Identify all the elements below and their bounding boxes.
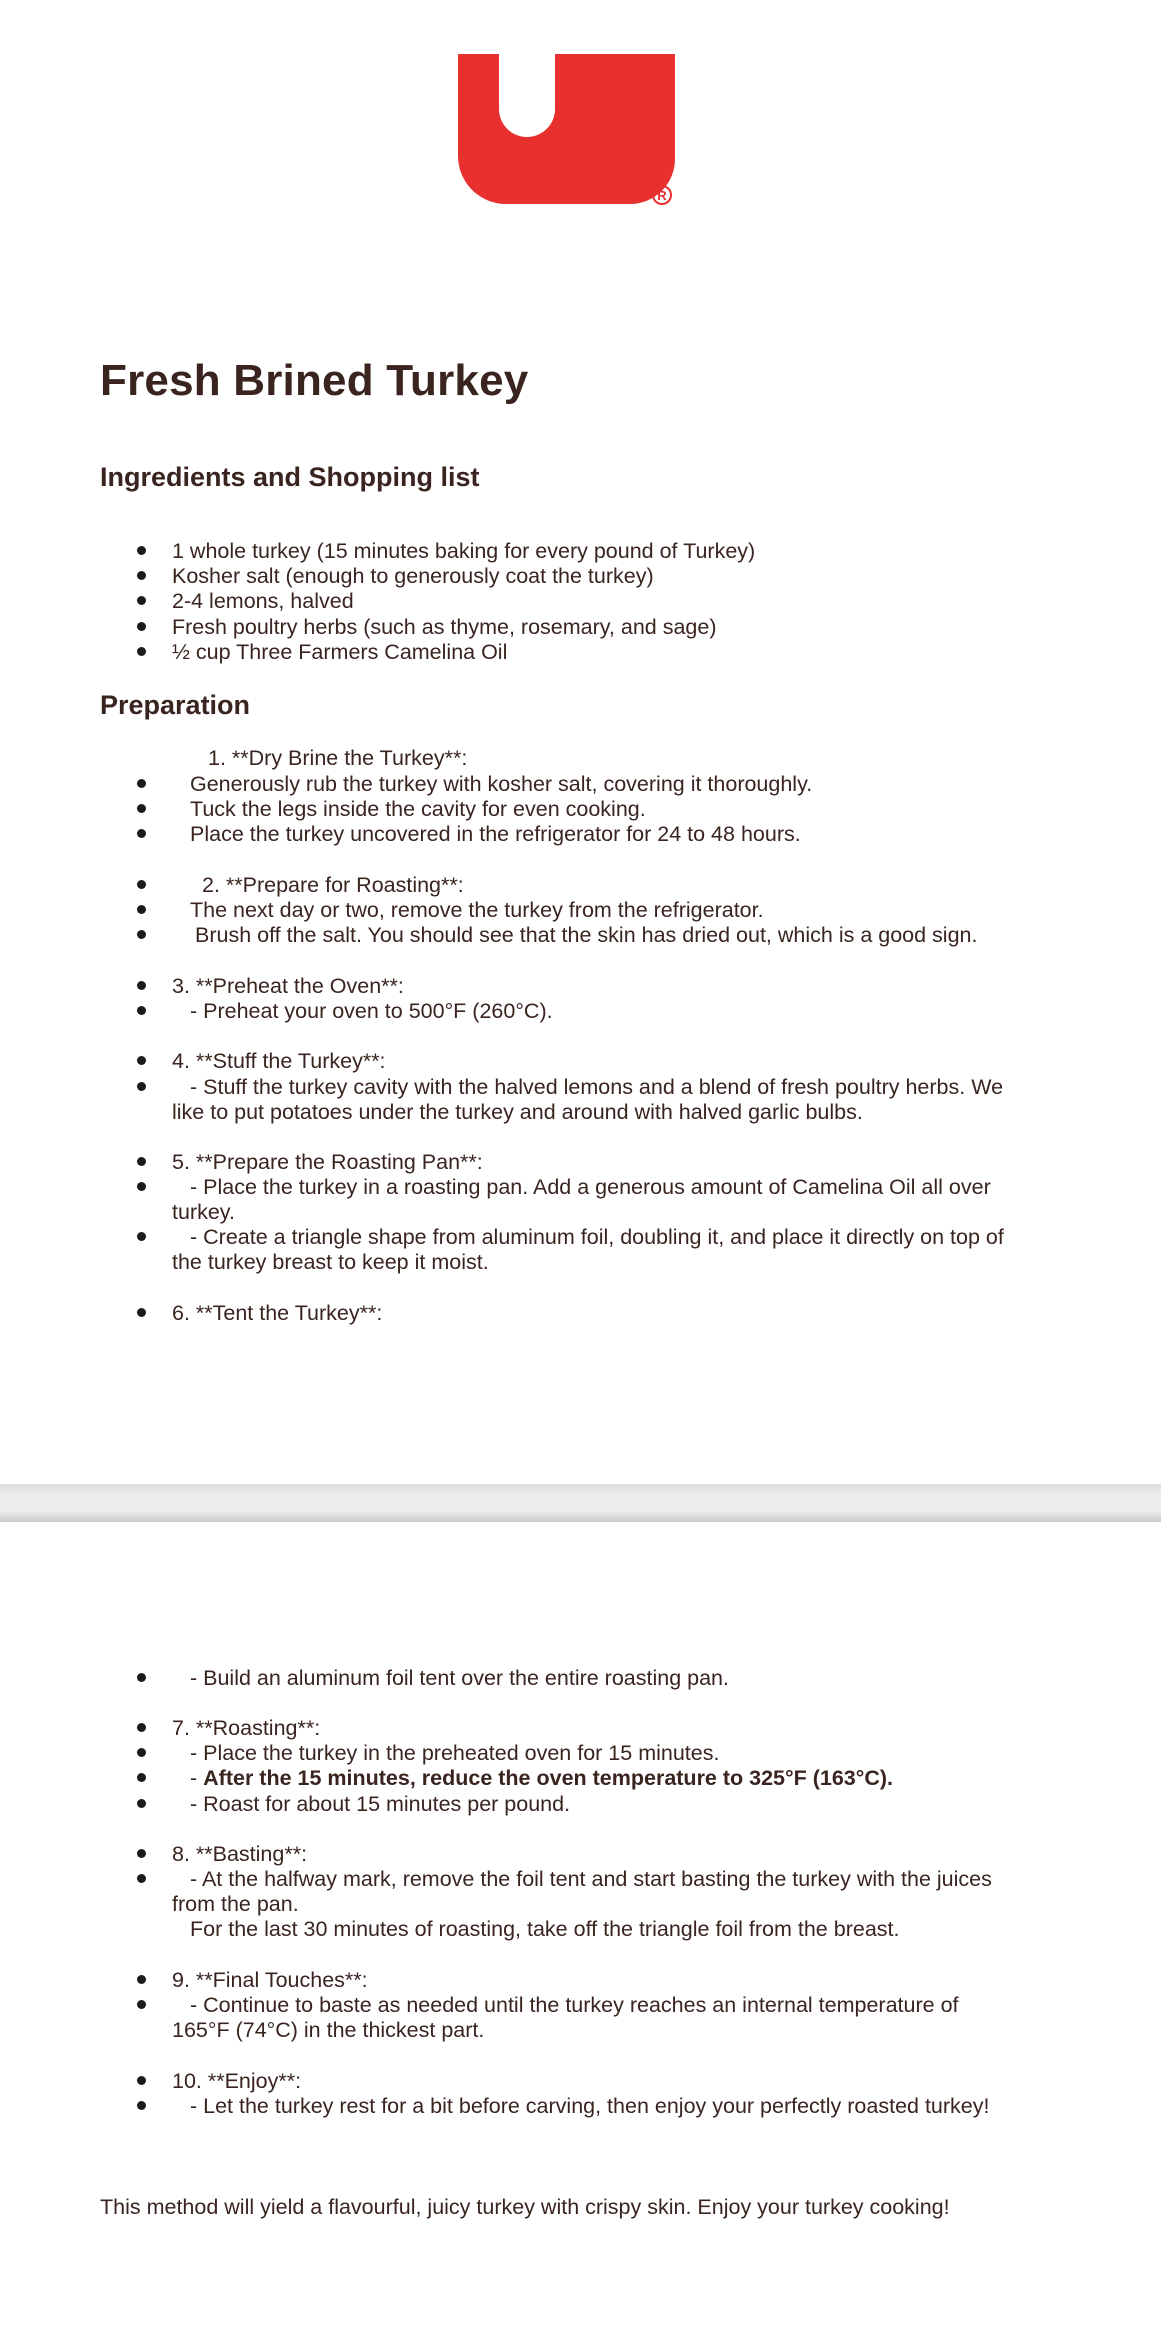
bullet xyxy=(137,546,146,555)
step-heading: 3. **Preheat the Oven**: xyxy=(172,974,404,998)
step-heading: 7. **Roasting**: xyxy=(172,1716,321,1740)
ingredient-item: ½ cup Three Farmers Camelina Oil xyxy=(172,640,508,664)
closing-note: This method will yield a flavourful, juicy turkey with crispy skin. Enjoy your turkey cooking! xyxy=(100,2195,950,2219)
ingredient-item: 1 whole turkey (15 minutes baking for every pound of Turkey) xyxy=(172,539,756,563)
bullet xyxy=(137,981,146,990)
bullet xyxy=(137,1006,146,1015)
step-heading: 2. **Prepare for Roasting**: xyxy=(202,873,464,897)
ingredient-item: 2-4 lemons, halved xyxy=(172,589,354,613)
bullet xyxy=(137,880,146,889)
bullet xyxy=(137,647,146,656)
step-heading: 5. **Prepare the Roasting Pan**: xyxy=(172,1150,483,1174)
bullet xyxy=(137,1182,146,1191)
ingredient-item: Fresh poultry herbs (such as thyme, rosemary, and sage) xyxy=(172,615,717,639)
bullet xyxy=(137,1748,146,1757)
step-item: The next day or two, remove the turkey from the refrigerator. xyxy=(190,898,764,922)
dash: - xyxy=(190,1766,204,1790)
bullet xyxy=(137,2000,146,2009)
step-heading: 6. **Tent the Turkey**: xyxy=(172,1301,383,1325)
step-item: Generously rub the turkey with kosher salt, covering it thoroughly. xyxy=(190,772,813,796)
bullet xyxy=(137,804,146,813)
step-item: - Create a triangle shape from aluminum foil, doubling it, and place it directly on top of xyxy=(190,1225,1004,1249)
bullet xyxy=(137,1723,146,1732)
step-item: Tuck the legs inside the cavity for even cooking. xyxy=(190,797,646,821)
page-break xyxy=(0,1484,1161,1522)
step-item-continuation: the turkey breast to keep it moist. xyxy=(172,1250,489,1274)
step-item-continuation: from the pan. xyxy=(172,1892,299,1916)
bullet xyxy=(137,571,146,580)
bullet xyxy=(137,1082,146,1091)
document-page-2 xyxy=(0,1522,1161,2343)
bullet xyxy=(137,2076,146,2085)
step-heading: 1. **Dry Brine the Turkey**: xyxy=(208,746,468,770)
step-item: - Preheat your oven to 500°F (260°C). xyxy=(190,999,553,1023)
preparation-heading: Preparation xyxy=(100,690,251,720)
bullet xyxy=(137,1799,146,1808)
bullet xyxy=(137,596,146,605)
bullet xyxy=(137,2101,146,2110)
step-item-continuation: 165°F (74°C) in the thickest part. xyxy=(172,2018,485,2042)
step-item: - Place the turkey in a roasting pan. Add a generous amount of Camelina Oil all over xyxy=(190,1175,991,1199)
step-heading: 4. **Stuff the Turkey**: xyxy=(172,1049,386,1073)
bullet xyxy=(137,622,146,631)
bullet xyxy=(137,779,146,788)
bullet xyxy=(137,1157,146,1166)
bullet xyxy=(137,1849,146,1858)
svg-text:R: R xyxy=(657,188,667,203)
step-item: - Build an aluminum foil tent over the entire roasting pan. xyxy=(190,1666,729,1690)
bullet xyxy=(137,1232,146,1241)
step-item: - Continue to baste as needed until the turkey reaches an internal temperature of xyxy=(190,1993,959,2017)
step-heading: 9. **Final Touches**: xyxy=(172,1968,368,1992)
recipe-title: Fresh Brined Turkey xyxy=(100,356,529,405)
step-item: - Stuff the turkey cavity with the halved lemons and a blend of fresh poultry herbs. We xyxy=(190,1075,1004,1099)
step-item: - Place the turkey in the preheated oven for 15 minutes. xyxy=(190,1741,720,1765)
step-item: - Roast for about 15 minutes per pound. xyxy=(190,1792,571,1816)
step-item-continuation: turkey. xyxy=(172,1200,235,1224)
bullet xyxy=(137,1673,146,1682)
bullet xyxy=(137,1773,146,1782)
step-heading: 8. **Basting**: xyxy=(172,1842,308,1866)
emphasized-instruction: After the 15 minutes, reduce the oven temperature to 325°F (163°C). xyxy=(203,1766,893,1790)
brand-logo xyxy=(458,54,678,214)
bullet xyxy=(137,1056,146,1065)
bullet xyxy=(137,1874,146,1883)
step-item: - Let the turkey rest for a bit before carving, then enjoy your perfectly roasted turkey! xyxy=(190,2094,990,2118)
step-item xyxy=(190,1766,893,1791)
bullet xyxy=(137,1975,146,1984)
bullet xyxy=(137,829,146,838)
step-item-continuation: For the last 30 minutes of roasting, take off the triangle foil from the breast. xyxy=(190,1917,900,1941)
step-item: Place the turkey uncovered in the refrigerator for 24 to 48 hours. xyxy=(190,822,801,846)
ingredients-heading: Ingredients and Shopping list xyxy=(100,462,480,492)
bullet xyxy=(137,905,146,914)
step-heading: 10. **Enjoy**: xyxy=(172,2069,302,2093)
ingredient-item: Kosher salt (enough to generously coat the turkey) xyxy=(172,564,654,588)
step-item: Brush off the salt. You should see that the skin has dried out, which is a good sign. xyxy=(195,923,978,947)
step-item-continuation: like to put potatoes under the turkey and around with halved garlic bulbs. xyxy=(172,1100,863,1124)
step-item: - At the halfway mark, remove the foil tent and start basting the turkey with the juices xyxy=(190,1867,992,1891)
bullet xyxy=(137,1308,146,1317)
bullet xyxy=(137,930,146,939)
